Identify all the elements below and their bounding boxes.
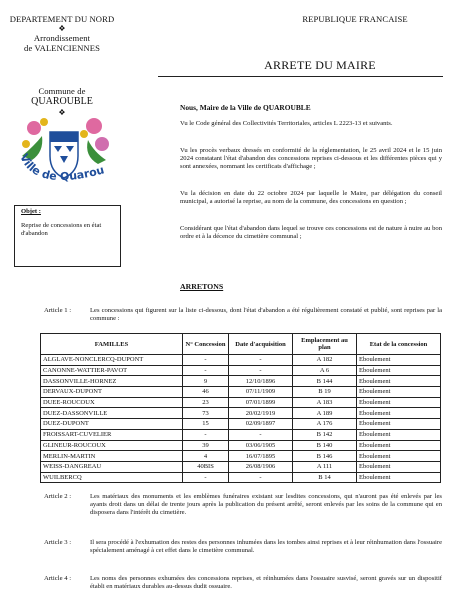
table-row [41,387,441,398]
concessions-table [40,333,440,483]
preamble-intro: Nous, Maire de la Ville de QUAROUBLE [180,103,311,112]
article3-label: Article 3 : [44,539,72,546]
arrondissement-line1: Arrondissement [33,33,91,43]
table-cell: B 14 [293,472,357,483]
table-cell: - [229,355,293,366]
table-cell: Eboulement [357,419,441,430]
table-row [41,440,441,451]
table-cell: 02/09/1897 [229,419,293,430]
table-cell: 07/11/1909 [229,387,293,398]
table-row [41,355,441,366]
table-row [41,408,441,419]
table-cell: A 182 [293,355,357,366]
objet-label: Objet : [21,208,41,215]
table-cell: B 140 [293,440,357,451]
article4-text: Les noms des personnes exhumées des concessions reprises, et réinhumées dans l'ossuaire susvisé, seront gravés sur un dispositif établi en matériaux durables au-dessus dudit ossuaire. [90,575,442,591]
title-rule [158,76,443,77]
table-cell: - [183,429,229,440]
table-cell: 40BIS [183,461,229,472]
table-cell: 26/08/1906 [229,461,293,472]
table-cell: Eboulement [357,387,441,398]
preamble-vu3: Vu la décision en date du 22 octobre 2024 par laquelle le Maire, par délégation du conseil municipal, a autorisé la reprise, au nom de la commune, des concessions en question ; [180,190,442,206]
logo-text: Ville de Quarou [17,151,106,184]
table-row [41,451,441,462]
table-cell: B 19 [293,387,357,398]
table-cell: B 146 [293,451,357,462]
table-cell: 15 [183,419,229,430]
table-cell: Eboulement [357,365,441,376]
table-row [41,461,441,472]
table-cell: DASSONVILLE-HORNEZ [41,376,183,387]
table-cell: A 176 [293,419,357,430]
table-cell: MERLIN-MARTIN [41,451,183,462]
table-cell: 39 [183,440,229,451]
table-row [41,376,441,387]
table-cell: Eboulement [357,461,441,472]
table-row [41,472,441,483]
table-cell: Eboulement [357,429,441,440]
header-date: Date d'acquisition [229,334,293,355]
table-cell: 20/02/1919 [229,408,293,419]
table-row [41,419,441,430]
table-row [41,397,441,408]
table-cell: A 6 [293,365,357,376]
header-etat: Etat de la concession [357,334,441,355]
objet-box [14,205,121,267]
table-cell: - [183,472,229,483]
table-row [41,429,441,440]
table-cell: Eboulement [357,451,441,462]
table-cell: 9 [183,376,229,387]
commune-name: QUAROUBLE [31,96,93,107]
table-cell: 23 [183,397,229,408]
table-cell: Eboulement [357,472,441,483]
table-cell: ALGLAVE-NONCLERCQ-DUPONT [41,355,183,366]
table-cell: 46 [183,387,229,398]
table-cell: Eboulement [357,408,441,419]
table-cell: - [229,429,293,440]
table-cell: A 183 [293,397,357,408]
table-row [41,365,441,376]
table-cell: 12/10/1896 [229,376,293,387]
table-cell: - [183,355,229,366]
table-cell: DERVAUX-DUPONT [41,387,183,398]
preamble-vu1: Vu le Code général des Collectivités Territoriales, articles L 2223-13 et suivants. [180,120,393,127]
article2-text: Les matériaux des monuments et les emblèmes funéraires existant sur lesdites concessions, qui n'auront pas été enlevés par les ayants droit dans un délai de trente jours après la publication du présent arrêté, seront enlevés par les soins de la commune qui en disposera dans l'intérêt du cimetière. [90,493,442,517]
diamond-ornament: ❖ [58,24,66,33]
article2-label: Article 2 : [44,493,72,500]
preamble-vu2: Vu les procès verbaux dressés en conformité de la réglementation, le 25 avril 2024 et le 15 juin 2024 constatant l'état d'abandon des concessions reprises ci-dessous et les différentes pièces qui y sont annexées, nommant les certificats d'affichage ; [180,147,442,171]
table-cell: 03/06/1905 [229,440,293,451]
table-cell: Eboulement [357,376,441,387]
republic-label: REPUBLIQUE FRANCAISE [302,14,408,24]
table-cell: - [229,472,293,483]
table-cell: Eboulement [357,397,441,408]
article4-label: Article 4 : [44,575,72,582]
document-title: ARRETE DU MAIRE [264,58,376,72]
diamond-ornament-2: ❖ [58,108,66,117]
header-concession: N° Concession [183,334,229,355]
table-cell: B 142 [293,429,357,440]
table-cell: B 144 [293,376,357,387]
table-cell: CANONNE-WATTIER-PAVOT [41,365,183,376]
commune-label: Commune de [38,86,86,96]
table-cell: 4 [183,451,229,462]
article1-label: Article 1 : [44,307,72,314]
table-cell: 73 [183,408,229,419]
table-cell: DUEZ-DUPONT [41,419,183,430]
table-cell: FROISSART-CUVELIER [41,429,183,440]
table-header-row [41,334,441,355]
preamble-considerant: Considérant que l'état d'abandon dans lequel se trouve ces concessions est de nature à nuire au bon ordre et à la décence du cimetière communal ; [180,225,442,241]
table-cell: A 189 [293,408,357,419]
article3-text: Il sera procédé à l'exhumation des restes des personnes inhumées dans les tombes ainsi reprises et à leur réinhumation dans l'ossuaire spécialement aménagé à cet effet dans le cimetière communal. [90,539,442,555]
department-label: DEPARTEMENT DU NORD [9,14,115,24]
arrondissement-line2: de VALENCIENNES [24,43,100,53]
article1-text: Les concessions qui figurent sur la liste ci-dessous, dont l'état d'abandon a été régulièrement constaté et publié, sont reprises par la commune : [90,307,442,323]
table-cell: DUEE-ROUCOUX [41,397,183,408]
objet-text: Reprise de concessions en état d'abandon [21,222,102,238]
table-cell: WEISS-DANGREAU [41,461,183,472]
table-cell: - [229,365,293,376]
table-cell: 16/07/1895 [229,451,293,462]
table-cell: A 111 [293,461,357,472]
table-cell: GLINEUR-ROUCOUX [41,440,183,451]
table-cell: Eboulement [357,440,441,451]
header-familles: FAMILLES [41,334,183,355]
table-cell: DUEZ-DASSONVILLE [41,408,183,419]
arretons-heading: ARRETONS [180,282,224,291]
table-cell: WUILBERCQ [41,472,183,483]
table-cell: - [183,365,229,376]
table-cell: Eboulement [357,355,441,366]
table-cell: 07/01/1899 [229,397,293,408]
city-logo [14,116,114,196]
header-emplacement: Emplacement au plan [293,334,357,355]
city-logo-svg [14,116,114,196]
